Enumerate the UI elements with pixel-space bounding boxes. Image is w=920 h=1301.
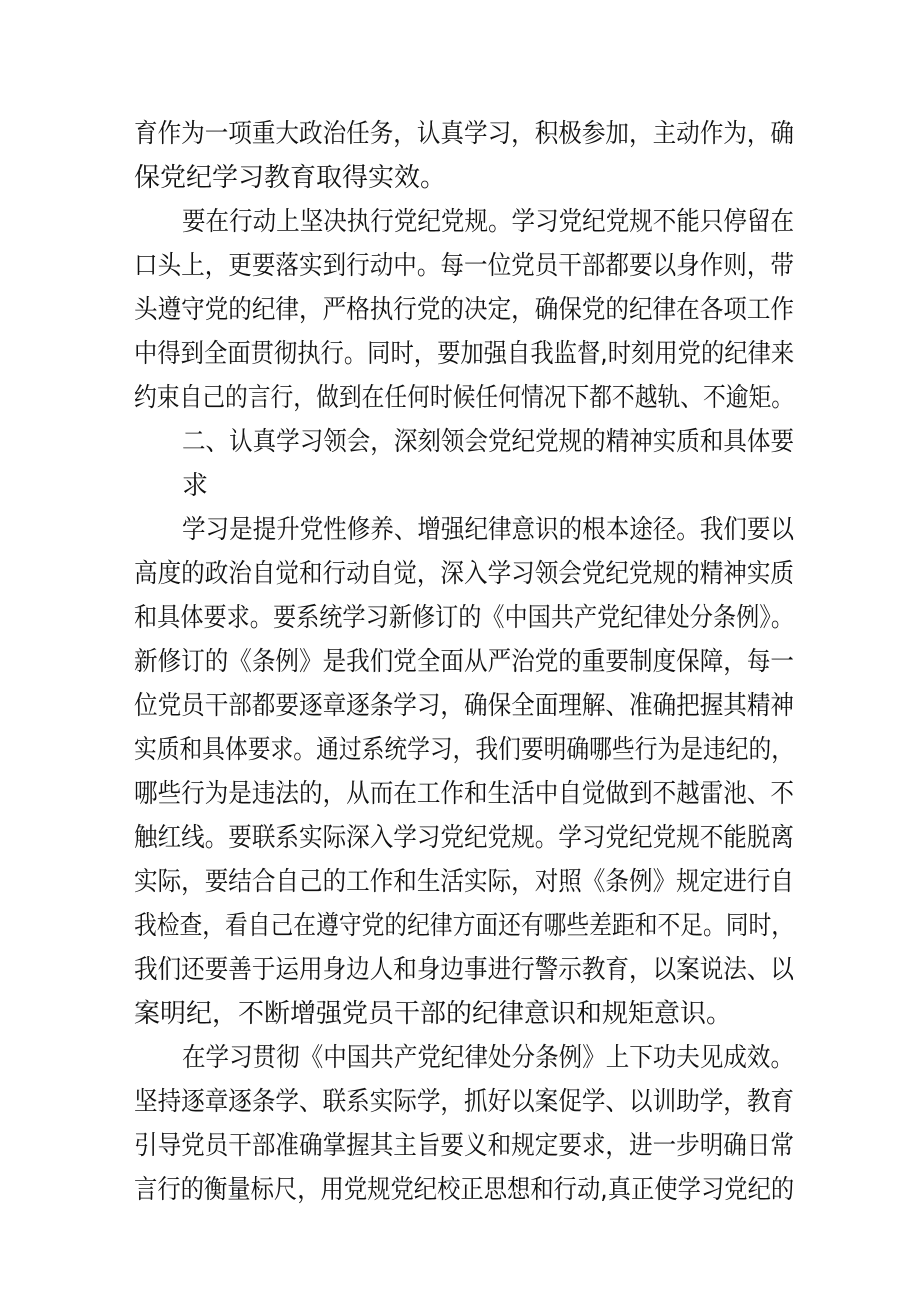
text-line: 实质和具体要求。通过系统学习，我们要明确哪些行为是违纪的， bbox=[134, 735, 795, 765]
text-line: 哪些行为是违法的，从而在工作和生活中自觉做到不越雷池、不 bbox=[134, 779, 795, 809]
text-line: 口头上，更要落实到行动中。每一位党员干部都要以身作则，带 bbox=[134, 251, 795, 281]
text-line: 实际，要结合自己的工作和生活实际，对照《条例》规定进行自 bbox=[134, 867, 795, 897]
text-line: 约束自己的言行，做到在任何时候任何情况下都不越轨、不逾矩。 bbox=[134, 383, 795, 413]
section-heading-line: 求 bbox=[182, 471, 209, 501]
paragraph-start-line: 学习是提升党性修养、增强纪律意识的根本途径。我们要以 bbox=[182, 515, 795, 545]
paragraph-start-line: 要在行动上坚决执行党纪党规。学习党纪党规不能只停留在 bbox=[182, 207, 795, 237]
section-heading-line: 二、认真学习领会，深刻领会党纪党规的精神实质和具体要 bbox=[182, 427, 795, 457]
text-line: 位党员干部都要逐章逐条学习，确保全面理解、准确把握其精神 bbox=[134, 691, 795, 721]
text-line: 中得到全面贯彻执行。同时，要加强自我监督,时刻用党的纪律来 bbox=[134, 339, 795, 369]
text-line: 案明纪，不断增强党员干部的纪律意识和规矩意识。 bbox=[134, 999, 733, 1029]
text-line: 触红线。要联系实际深入学习党纪党规。学习党纪党规不能脱离 bbox=[134, 823, 795, 853]
text-line: 保党纪学习教育取得实效。 bbox=[134, 163, 447, 193]
text-line: 坚持逐章逐条学、联系实际学，抓好以案促学、以训助学，教育 bbox=[134, 1087, 795, 1117]
text-line: 头遵守党的纪律，严格执行党的决定，确保党的纪律在各项工作 bbox=[134, 295, 795, 325]
text-line: 高度的政治自觉和行动自觉，深入学习领会党纪党规的精神实质 bbox=[134, 559, 795, 589]
text-line: 和具体要求。要系统学习新修订的《中国共产党纪律处分条例》。 bbox=[134, 603, 795, 633]
paragraph-start-line: 在学习贯彻《中国共产党纪律处分条例》上下功夫见成效。 bbox=[182, 1043, 795, 1073]
text-line: 育作为一项重大政治任务，认真学习，积极参加，主动作为，确 bbox=[134, 119, 795, 149]
text-line: 言行的衡量标尺，用党规党纪校正思想和行动,真正使学习党纪的 bbox=[134, 1175, 795, 1205]
text-line: 引导党员干部准确掌握其主旨要义和规定要求，进一步明确日常 bbox=[134, 1131, 795, 1161]
text-line: 我检查，看自己在遵守党的纪律方面还有哪些差距和不足。同时， bbox=[134, 911, 795, 941]
text-line: 新修订的《条例》是我们党全面从严治党的重要制度保障，每一 bbox=[134, 647, 795, 677]
text-line: 我们还要善于运用身边人和身边事进行警示教育，以案说法、以 bbox=[134, 955, 795, 985]
